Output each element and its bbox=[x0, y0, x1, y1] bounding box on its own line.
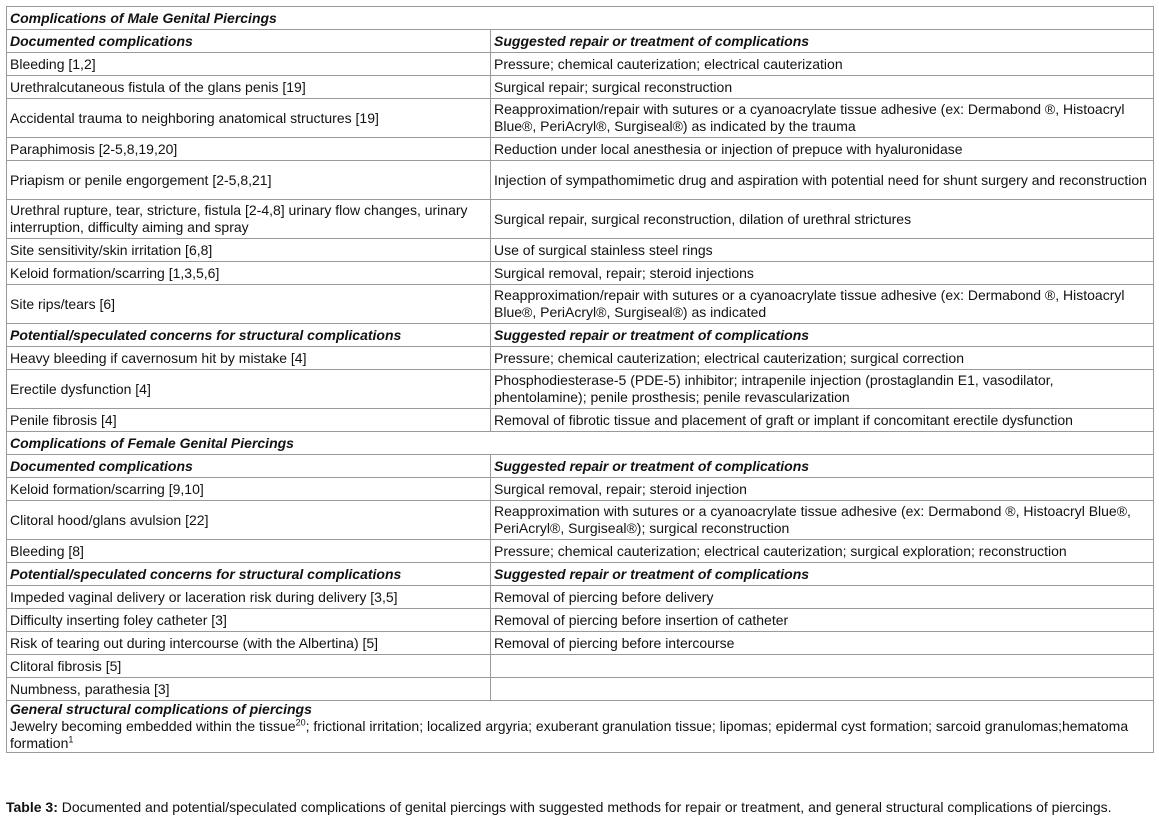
complication-cell: Urethralcutaneous fistula of the glans penis [19] bbox=[7, 76, 491, 99]
treatment-cell: Pressure; chemical cauterization; electrical cauterization bbox=[491, 53, 1154, 76]
table-row bbox=[7, 655, 1154, 678]
table-row bbox=[7, 678, 1154, 701]
general-title: General structural complications of piercings bbox=[10, 701, 312, 717]
treatment-cell: Reduction under local anesthesia or injection of prepuce with hyaluronidase bbox=[491, 138, 1154, 161]
column-header-complication: Potential/speculated concerns for structural complications bbox=[7, 324, 491, 347]
treatment-cell: Reapproximation/repair with sutures or a cyanoacrylate tissue adhesive (ex: Dermabond ®, Histoacryl Blue®, PeriAcryl®, Surgiseal®) as indicated bbox=[491, 285, 1154, 324]
table-row bbox=[7, 99, 1154, 138]
complications-table-container bbox=[6, 6, 1153, 753]
complication-cell: Impeded vaginal delivery or laceration risk during delivery [3,5] bbox=[7, 586, 491, 609]
header-row bbox=[7, 563, 1154, 586]
table-row bbox=[7, 370, 1154, 409]
caption-text: Documented and potential/speculated complications of genital piercings with suggested methods for repair or treatment, and general structural complications of piercings. bbox=[57, 799, 1112, 815]
treatment-cell: Reapproximation/repair with sutures or a cyanoacrylate tissue adhesive (ex: Dermabond ®, Histoacryl Blue®, PeriAcryl®, Surgiseal®) as indicated by the trauma bbox=[491, 99, 1154, 138]
table-row bbox=[7, 632, 1154, 655]
table-row bbox=[7, 347, 1154, 370]
table-row bbox=[7, 53, 1154, 76]
treatment-cell: Surgical removal, repair; steroid injection bbox=[491, 478, 1154, 501]
complications-table bbox=[6, 6, 1154, 753]
table-row bbox=[7, 285, 1154, 324]
table-row bbox=[7, 239, 1154, 262]
complication-cell: Numbness, parathesia [3] bbox=[7, 678, 491, 701]
complication-cell: Difficulty inserting foley catheter [3] bbox=[7, 609, 491, 632]
complication-cell: Clitoral fibrosis [5] bbox=[7, 655, 491, 678]
treatment-cell: Surgical repair, surgical reconstruction, dilation of urethral strictures bbox=[491, 200, 1154, 239]
general-text bbox=[10, 718, 1128, 751]
table-row bbox=[7, 586, 1154, 609]
complication-cell: Bleeding [1,2] bbox=[7, 53, 491, 76]
table-row bbox=[7, 76, 1154, 99]
complication-cell: Site sensitivity/skin irritation [6,8] bbox=[7, 239, 491, 262]
reference-superscript: 20 bbox=[295, 717, 306, 728]
treatment-cell: Pressure; chemical cauterization; electrical cauterization; surgical correction bbox=[491, 347, 1154, 370]
table-row bbox=[7, 161, 1154, 200]
complication-cell: Erectile dysfunction [4] bbox=[7, 370, 491, 409]
section-row-male bbox=[7, 7, 1154, 30]
complication-cell: Risk of tearing out during intercourse (with the Albertina) [5] bbox=[7, 632, 491, 655]
header-row bbox=[7, 324, 1154, 347]
section-row-female bbox=[7, 432, 1154, 455]
treatment-cell: Surgical removal, repair; steroid injections bbox=[491, 262, 1154, 285]
treatment-cell: Use of surgical stainless steel rings bbox=[491, 239, 1154, 262]
column-header-treatment: Suggested repair or treatment of complications bbox=[491, 30, 1154, 53]
complication-cell: Urethral rupture, tear, stricture, fistula [2-4,8] urinary flow changes, urinary interruption, difficulty aiming and spray bbox=[7, 200, 491, 239]
complication-cell: Keloid formation/scarring [1,3,5,6] bbox=[7, 262, 491, 285]
column-header-complication: Documented complications bbox=[7, 30, 491, 53]
table-row bbox=[7, 262, 1154, 285]
table-caption bbox=[6, 798, 1153, 816]
general-complications-cell bbox=[7, 701, 1154, 753]
complication-cell: Clitoral hood/glans avulsion [22] bbox=[7, 501, 491, 540]
complication-cell: Heavy bleeding if cavernosum hit by mistake [4] bbox=[7, 347, 491, 370]
complication-cell: Bleeding [8] bbox=[7, 540, 491, 563]
section-title-male: Complications of Male Genital Piercings bbox=[7, 7, 1154, 30]
general-row bbox=[7, 701, 1154, 753]
column-header-treatment: Suggested repair or treatment of complications bbox=[491, 324, 1154, 347]
header-row bbox=[7, 455, 1154, 478]
table-row bbox=[7, 409, 1154, 432]
treatment-cell: Removal of piercing before delivery bbox=[491, 586, 1154, 609]
column-header-treatment: Suggested repair or treatment of complications bbox=[491, 455, 1154, 478]
general-text-part: ; frictional irritation; localized argyria; exuberant granulation tissue; lipomas; epidermal cyst formation; sarcoid granulomas;hematoma formation bbox=[10, 718, 1129, 751]
table-row bbox=[7, 478, 1154, 501]
treatment-cell: Removal of piercing before insertion of catheter bbox=[491, 609, 1154, 632]
table-row bbox=[7, 200, 1154, 239]
table-row bbox=[7, 609, 1154, 632]
column-header-complication: Potential/speculated concerns for structural complications bbox=[7, 563, 491, 586]
treatment-cell: Removal of piercing before intercourse bbox=[491, 632, 1154, 655]
header-row bbox=[7, 30, 1154, 53]
column-header-treatment: Suggested repair or treatment of complications bbox=[491, 563, 1154, 586]
complication-cell: Site rips/tears [6] bbox=[7, 285, 491, 324]
treatment-cell: Surgical repair; surgical reconstruction bbox=[491, 76, 1154, 99]
treatment-cell: Pressure; chemical cauterization; electrical cauterization; surgical exploration; reconstruction bbox=[491, 540, 1154, 563]
complication-cell: Accidental trauma to neighboring anatomical structures [19] bbox=[7, 99, 491, 138]
treatment-cell: Injection of sympathomimetic drug and aspiration with potential need for shunt surgery and reconstruction bbox=[491, 161, 1154, 200]
treatment-cell bbox=[491, 655, 1154, 678]
complication-cell: Priapism or penile engorgement [2-5,8,21] bbox=[7, 161, 491, 200]
complication-cell: Penile fibrosis [4] bbox=[7, 409, 491, 432]
treatment-cell: Reapproximation with sutures or a cyanoacrylate tissue adhesive (ex: Dermabond ®, Histoacryl Blue®, PeriAcryl®, Surgiseal®); surgical reconstruction bbox=[491, 501, 1154, 540]
general-text-part: Jewelry becoming embedded within the tissue bbox=[10, 718, 296, 734]
treatment-cell bbox=[491, 678, 1154, 701]
complication-cell: Paraphimosis [2-5,8,19,20] bbox=[7, 138, 491, 161]
complication-cell: Keloid formation/scarring [9,10] bbox=[7, 478, 491, 501]
table-row bbox=[7, 501, 1154, 540]
treatment-cell: Removal of fibrotic tissue and placement of graft or implant if concomitant erectile dysfunction bbox=[491, 409, 1154, 432]
column-header-complication: Documented complications bbox=[7, 455, 491, 478]
treatment-cell: Phosphodiesterase-5 (PDE-5) inhibitor; intrapenile injection (prostaglandin E1, vasodilator, phentolamine); penile prosthesis; penile revascularization bbox=[491, 370, 1154, 409]
section-title-female: Complications of Female Genital Piercings bbox=[7, 432, 1154, 455]
reference-superscript: 1 bbox=[68, 734, 74, 745]
caption-label: Table 3: bbox=[6, 799, 58, 815]
table-row bbox=[7, 138, 1154, 161]
table-row bbox=[7, 540, 1154, 563]
